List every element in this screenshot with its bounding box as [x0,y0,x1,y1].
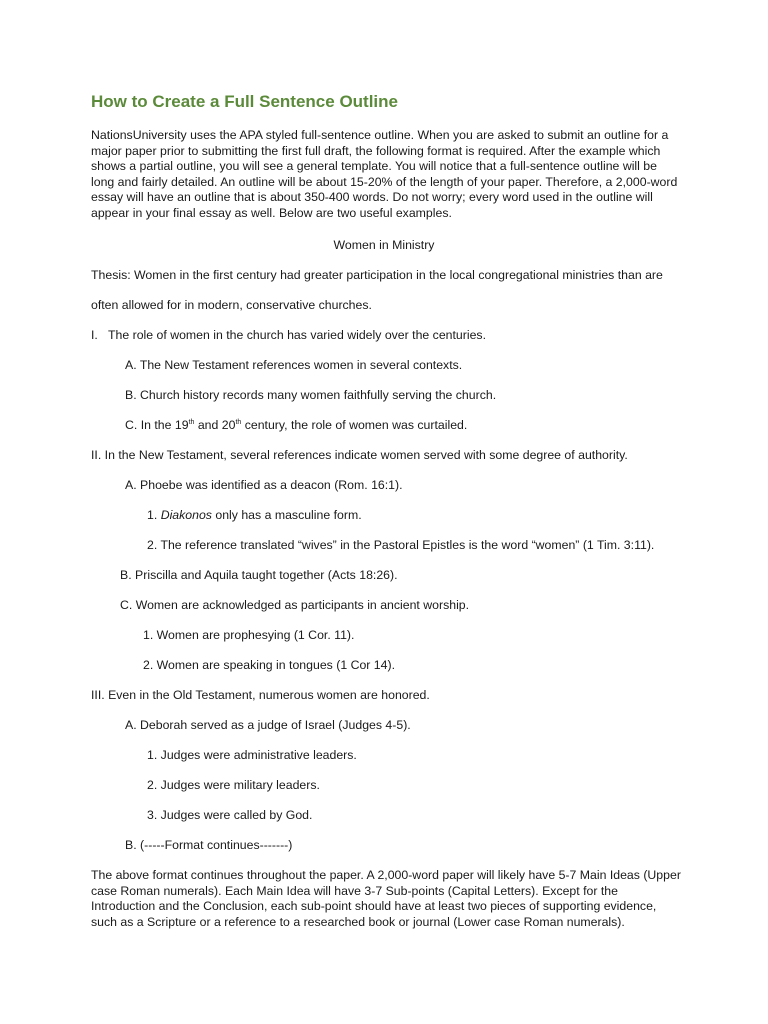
outline-text: The role of women in the church has varied widely over the centuries. [108,328,486,342]
outline-item-iii-b: B. (-----Format continues-------) [125,838,293,852]
outline-item-iii-a-1: 1. Judges were administrative leaders. [147,748,357,762]
outline-item-ii-a: A. Phoebe was identified as a deacon (Rom. 16:1). [125,478,403,492]
outline-text: only has a masculine form. [211,508,362,522]
outline-item-iii-a: A. Deborah served as a judge of Israel (Judges 4-5). [125,718,411,732]
intro-paragraph: NationsUniversity uses the APA styled full-sentence outline. When you are asked to submit an outline for a major paper prior to submitting the first full draft, the following format is required. After the example which shows a partial outline, you will see a general template. You will notice that a full-sentence outline will be long and fairly detailed. An outline will be about 15-20% of the length of your paper. Therefore, a 2,000-word essay will have an outline that is about 350-400 words. Do not worry; every word used in the outline will appear in your final essay as well. Below are two useful examples. [91,128,678,220]
thesis-line-2: often allowed for in modern, conservative churches. [91,298,372,312]
outline-item-ii-a-1 [147,508,362,523]
outline-item-i-b: B. Church history records many women faithfully serving the church. [125,388,497,402]
closing-paragraph: The above format continues throughout the paper. A 2,000-word paper will likely have 5-7 Main Ideas (Upper case Roman numerals). Each Main Idea will have 3-7 Sub-points (Capital Letters). Except for the Introduction and the Conclusion, each sub-point should have at least two pieces of supporting evidence, such as a Scripture or a reference to a researched book or journal (Lower case Roman numerals). [91,868,681,929]
outline-item-iii-a-2: 2. Judges were military leaders. [147,778,320,792]
outline-item-iii: III. Even in the Old Testament, numerous women are honored. [91,688,430,702]
outline-numeral: 1. [147,508,158,522]
superscript: th [188,419,195,426]
outline-item-ii-c-2: 2. Women are speaking in tongues (1 Cor 14). [143,658,395,672]
outline-item-iii-a-3: 3. Judges were called by God. [147,808,313,822]
outline-item-ii-c: C. Women are acknowledged as participants in ancient worship. [120,598,470,612]
outline-item-i [91,328,486,343]
outline-text: C. In the 19 [125,418,189,432]
thesis-line-1: Thesis: Women in the first century had greater participation in the local congregational ministries than are [91,268,663,282]
outline-text: and 20 [194,418,236,432]
outline-item-ii-b: B. Priscilla and Aquila taught together (Acts 18:26). [120,568,398,582]
outline-item-ii-c-1: 1. Women are prophesying (1 Cor. 11). [143,628,355,642]
outline-item-i-a: A. The New Testament references women in several contexts. [125,358,463,372]
outline-text: century, the role of women was curtailed. [241,418,468,432]
page-title: How to Create a Full Sentence Outline [91,92,398,111]
outline-item-ii-a-2: 2. The reference translated “wives” in the Pastoral Epistles is the word “women” (1 Tim. 3:11). [147,538,655,552]
outline-item-ii: II. In the New Testament, several references indicate women served with some degree of authority. [91,448,628,462]
outline-numeral: I. [91,328,98,342]
example-title: Women in Ministry [333,238,435,252]
italic-term: Diakonos [160,508,212,522]
superscript: th [235,419,242,426]
outline-item-i-c [125,418,467,433]
